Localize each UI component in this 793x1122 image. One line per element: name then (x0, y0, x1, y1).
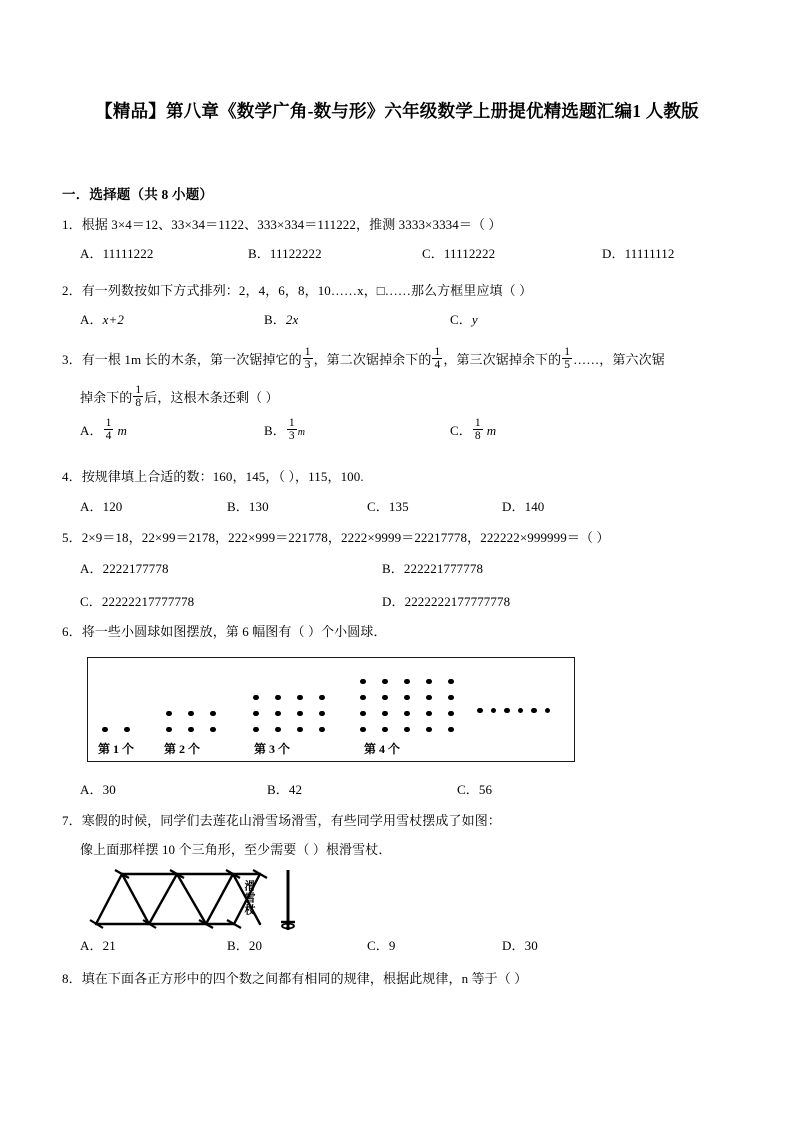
dot-row (253, 688, 325, 704)
dot-marker (491, 708, 497, 714)
question-1-option-c[interactable]: C．11112222 (422, 246, 496, 261)
dot-sequence-ellipsis (477, 701, 558, 719)
section-heading: 一．选择题（共 8 小题） (62, 187, 214, 202)
dot-row (360, 704, 454, 720)
question-1-number: 1． (62, 217, 82, 232)
fraction-one-third: $\frac{1}{3}$ (304, 345, 311, 371)
question-2 (62, 280, 747, 302)
question-2-option-a[interactable]: A．x+2 (80, 312, 124, 327)
question-3: 3．有一根 1m 长的木条，第一次锯掉它的 $\frac{1}{3}$ ，第二次锯掉余下的 $\frac{1}{4}$ ，第三次锯掉余下的 $\frac{1}{5}$ ……，第六次锯 (62, 345, 665, 371)
dot-marker (360, 727, 366, 733)
dot-marker (531, 708, 537, 714)
fraction-one-fourth-option: $\frac{1}{4}$ (105, 417, 112, 443)
question-6-option-c[interactable]: C．56 (457, 782, 493, 797)
dot-marker (297, 727, 303, 733)
question-2-text: 有一列数按如下方式排列：2，4，6，8，10……x，□……那么方框里应填（ ） (81, 283, 533, 298)
question-7-line2 (62, 839, 747, 861)
fraction-one-eighth-option: $\frac{1}{8}$ (474, 417, 481, 443)
pole-slant-4 (177, 874, 206, 924)
question-4-option-c[interactable]: C．135 (367, 499, 409, 514)
question-7-option-c[interactable]: C．9 (367, 938, 396, 953)
dot-marker (166, 711, 172, 717)
dot-marker (319, 695, 325, 701)
dot-marker (404, 711, 410, 717)
dot-marker (275, 727, 281, 733)
dot-marker (275, 695, 281, 701)
dot-marker (504, 708, 510, 714)
dot-marker (166, 727, 172, 733)
pole-slant-2 (122, 874, 149, 924)
dot-marker (382, 695, 388, 701)
dot-marker (448, 711, 454, 717)
question-8-number: 8． (62, 971, 82, 986)
dot-row (360, 672, 454, 688)
question-4 (62, 466, 747, 488)
dot-arrangement-figure (87, 657, 575, 762)
dot-group-1-label: 第 1 个 (98, 742, 135, 756)
dot-marker (518, 708, 524, 714)
question-1-option-a[interactable]: A．11111222 (80, 246, 154, 261)
question-7-text-line1: 寒假的时候，同学们去莲花山滑雪场滑雪，有些同学用雪杖摆成了如图： (81, 813, 501, 828)
question-3-option-a[interactable]: A． $\frac{1}{4}$ m (80, 417, 127, 443)
question-5-option-b[interactable]: B．222221777778 (382, 561, 484, 576)
question-1-option-b[interactable]: B．11122222 (248, 246, 322, 261)
question-8 (62, 968, 747, 990)
fraction-one-eighth: $\frac{1}{8}$ (135, 384, 142, 410)
dot-marker (448, 679, 454, 685)
dot-group-4 (360, 672, 454, 736)
dot-marker (210, 711, 216, 717)
ski-pole-label: 滑雪杖 (243, 880, 255, 916)
fraction-one-third-option: $\frac{1}{3}$ (288, 417, 295, 443)
question-3-option-b[interactable]: B． $\frac{1}{3}$ m (264, 417, 306, 443)
question-5 (62, 527, 747, 549)
dot-marker (253, 695, 259, 701)
dot-marker (319, 711, 325, 717)
question-6-text: 将一些小圆球如图摆放，第 6 幅图有（ ）个小圆球． (81, 624, 387, 639)
question-7-number: 7． (62, 813, 82, 828)
dot-marker (188, 711, 194, 717)
dot-marker (382, 679, 388, 685)
single-ski-pole (281, 870, 295, 930)
question-6-option-a[interactable]: A．30 (80, 782, 116, 797)
question-3-number: 3． (62, 352, 82, 367)
dot-group-3-label: 第 3 个 (254, 742, 291, 756)
question-4-text: 按规律填上合适的数：160，145，（ ），115，100. (81, 469, 364, 484)
question-6-number: 6． (62, 624, 82, 639)
dot-group-2 (166, 704, 216, 736)
dot-marker (297, 695, 303, 701)
dot-marker (545, 708, 551, 714)
question-1 (62, 214, 747, 236)
pole-slant-3 (149, 874, 177, 924)
dot-marker (404, 727, 410, 733)
dot-marker (188, 727, 194, 733)
dot-marker (477, 708, 483, 714)
dot-group-1 (102, 720, 130, 736)
dot-marker (297, 711, 303, 717)
question-7-option-b[interactable]: B．20 (227, 938, 263, 953)
question-7-option-a[interactable]: A．21 (80, 938, 116, 953)
dot-row (253, 720, 325, 736)
dot-group-4-label: 第 4 个 (364, 742, 401, 756)
dot-marker (426, 679, 432, 685)
dot-marker (102, 727, 108, 733)
question-8-text: 填在下面各正方形中的四个数之间都有相同的规律，根据此规律，n 等于（ ） (81, 971, 528, 986)
pole-slant-1 (96, 874, 122, 924)
question-1-option-d[interactable]: D．11111112 (602, 246, 675, 261)
dot-row (102, 720, 130, 736)
dot-marker (404, 679, 410, 685)
document-title: 【精品】第八章《数学广角-数与形》六年级数学上册提优精选题汇编1 人教版 (95, 101, 699, 121)
question-5-number: 5． (62, 530, 82, 545)
dot-row (253, 704, 325, 720)
question-6-option-b[interactable]: B．42 (267, 782, 303, 797)
dot-marker (360, 679, 366, 685)
dot-row (360, 688, 454, 704)
question-3-line2: 掉余下的 $\frac{1}{8}$ 后，这根木条还剩（ ） (80, 384, 279, 410)
question-1-text: 根据 3×4＝12、33×34＝1122、333×334＝111222，推测 3333×3334＝（ ） (81, 217, 502, 232)
question-5-option-d[interactable]: D．2222222177777778 (382, 594, 511, 609)
dot-marker (360, 695, 366, 701)
fraction-one-fourth: $\frac{1}{4}$ (434, 345, 441, 371)
question-5-option-a[interactable]: A．2222177778 (80, 561, 169, 576)
dot-marker (253, 727, 259, 733)
question-5-text: 2×9＝18，22×99＝2178，222×999＝221778，2222×9999＝22217778，222222×999999＝（ ） (81, 530, 610, 545)
pole-slant-5 (206, 874, 233, 924)
dot-marker (360, 711, 366, 717)
dot-marker (319, 727, 325, 733)
question-2-option-c[interactable]: C．y (450, 312, 478, 327)
question-7-text-line2: 像上面那样摆 10 个三角形，至少需要（ ）根滑雪杖． (80, 842, 392, 857)
dot-row (360, 720, 454, 736)
question-2-number: 2． (62, 283, 82, 298)
dot-marker (382, 727, 388, 733)
dot-marker (275, 711, 281, 717)
question-4-option-a[interactable]: A．120 (80, 499, 123, 514)
dot-group-3 (253, 688, 325, 736)
question-7 (62, 810, 747, 832)
dot-row (166, 720, 216, 736)
dot-marker (426, 727, 432, 733)
question-7-option-d[interactable]: D．30 (502, 938, 538, 953)
question-6 (62, 621, 747, 643)
question-2-option-b[interactable]: B．2x (264, 312, 299, 327)
question-4-option-b[interactable]: B．130 (227, 499, 269, 514)
dot-marker (448, 727, 454, 733)
dot-marker (426, 695, 432, 701)
question-4-option-d[interactable]: D．140 (502, 499, 545, 514)
question-3-option-c[interactable]: C． $\frac{1}{8}$ m (450, 417, 497, 443)
dot-group-2-label: 第 2 个 (164, 742, 201, 756)
fraction-one-fifth: $\frac{1}{5}$ (564, 345, 571, 371)
dot-marker (382, 711, 388, 717)
dot-marker (253, 711, 259, 717)
ski-pole-triangles-figure (88, 866, 308, 938)
question-5-option-c[interactable]: C．22222217777778 (80, 594, 195, 609)
dot-marker (124, 727, 130, 733)
dot-marker (210, 727, 216, 733)
question-4-number: 4． (62, 469, 82, 484)
dot-marker (426, 711, 432, 717)
dot-marker (448, 695, 454, 701)
dot-row (166, 704, 216, 720)
dot-marker (404, 695, 410, 701)
